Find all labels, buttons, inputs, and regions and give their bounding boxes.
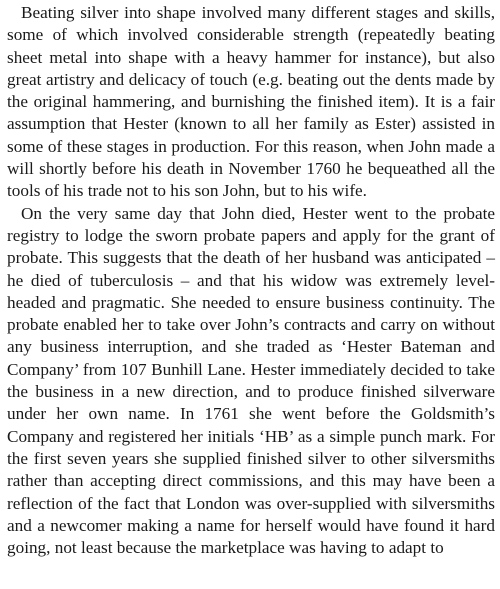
- paragraph-1: Beating silver into shape involved many different stages and skills, some of which involved considerable strength (repeatedly beating sheet metal into shape with a heavy hammer for instance), but also great artistry and delicacy of touch (e.g. beating out the dents made by the original hammering, and burnishing the finished item). It is a fair assumption that Hester (known to all her family as Ester) assisted in some of these stages in production. For this reason, when John made a will shortly before his death in November 1760 he bequeathed all the tools of his trade not to his son John, but to his wife.: [7, 3, 495, 201]
- paragraph-2: On the very same day that John died, Hester went to the probate registry to lodge the sworn probate papers and apply for the grant of probate. This suggests that the death of her husband was anticipated – he died of tuberculosis – and that his widow was extremely level-headed and pragmatic. She needed to ensure business continuity. The probate enabled her to take over John’s contracts and carry on without any business interruption, and she traded as ‘Hester Bateman and Company’ from 107 Bunhill Lane. Hester immediately decided to take the business in a new direction, and to produce finished silverware under her own name. In 1761 she went before the Goldsmith’s Company and registered her initials ‘HB’ as a simple punch mark. For the first seven years she supplied finished silver to other silversmiths rather than accepting direct commissions, and this may have been a reflection of the fact that London was over-supplied with silversmiths and a newcomer making a name for herself would have found it hard going, not least because the marketplace was having to adapt to: [7, 203, 495, 558]
- document-page: [7, 2, 495, 559]
